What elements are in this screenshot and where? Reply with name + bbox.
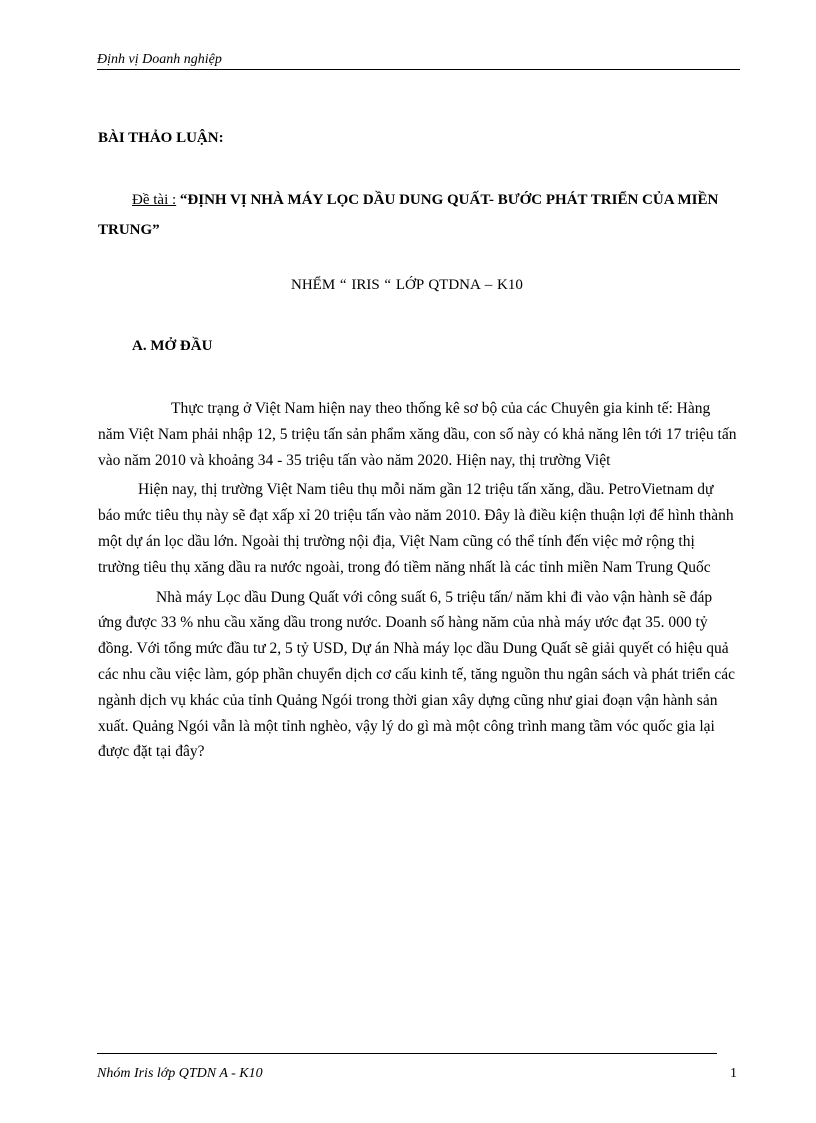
page-footer [97,1053,717,1082]
footer-text: Nhóm Iris lớp QTDN A - K10 [97,1066,263,1081]
paragraph: Thực trạng ở Việt Nam hiện nay theo thống kê sơ bộ của các Chuyên gia kinh tế: Hàng năm Việt Nam phải nhập 12, 5 triệu tấn sản phẩm xăng dầu, con số này có khả năng lên tới 17 triệu tấn vào năm 2010 và khoảng 34 - 35 triệu tấn vào năm 2020. Hiện nay, thị trường Việt [98,400,737,469]
section-heading: A. MỞ ĐẦU [132,338,213,354]
topic-label: Đề tài : [132,192,177,208]
group-line: NHỂM “ IRIS “ LỚP QTDNA – K10 [291,277,523,293]
topic-block [98,185,738,245]
section-title: BÀI THẢO LUẬN: [98,130,224,146]
header-title: Định vị Doanh nghiệp [97,52,222,67]
page-number: 1 [730,1066,737,1081]
paragraph: Hiện nay, thị trường Việt Nam tiêu thụ mỗi năm gần 12 triệu tấn xăng, dầu. PetroVietnam dự báo mức tiêu thụ này sẽ đạt xấp xỉ 20 triệu tấn vào năm 2010. Đây là điều kiện thuận lợi để hình thành một dự án lọc dầu lớn. Ngoài thị trường nội địa, Việt Nam cũng có thể tính đến việc mở rộng thị trường tiêu thụ xăng dầu ra nước ngoài, trong đó tiềm năng nhất là các tỉnh miền Nam Trung Quốc [98,481,734,576]
paragraph: Nhà máy Lọc dầu Dung Quất với công suất 6, 5 triệu tấn/ năm khi đi vào vận hành sẽ đáp ứng được 33 % nhu cầu xăng dầu trong nước. Doanh số hàng năm của nhà máy ước đạt 35. 000 tỷ đồng. Với tổng mức đầu tư 2, 5 tỷ USD, Dự án Nhà máy lọc dầu Dung Quất sẽ giải quyết có hiệu quả các nhu cầu việc làm, góp phần chuyển dịch cơ cấu kinh tế, tăng nguồn thu ngân sách và phát triển các ngành dịch vụ khác của tỉnh Quảng Ngói trong thời gian xây dựng cũng như giai đoạn vận hành sản xuất. Quảng Ngói vẫn là một tỉnh nghèo, vậy lý do gì mà một công trình mang tầm vóc quốc gia lại được đặt tại đây? [98,588,736,761]
page-header [97,52,740,70]
topic-title: “ĐỊNH VỊ NHÀ MÁY LỌC DẦU DUNG QUẤT- BƯỚC PHÁT TRIỂN CỦA MIỀN TRUNG” [98,192,719,238]
body-text [98,396,738,765]
